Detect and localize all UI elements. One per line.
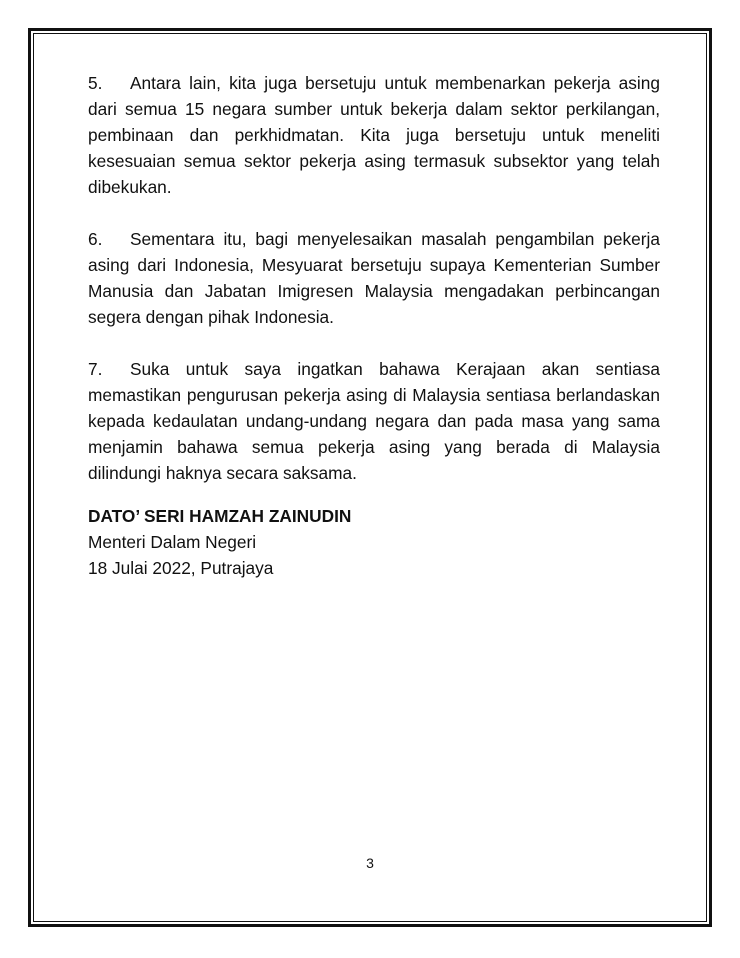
signatory-name: DATO’ SERI HAMZAH ZAINUDIN	[88, 506, 352, 526]
document-body	[88, 70, 660, 512]
paragraph-text: Antara lain, kita juga bersetuju untuk membenarkan pekerja asing dari semua 15 negara sumber untuk bekerja dalam sektor perkilangan, pembinaan dan perkhidmatan. Kita juga bersetuju untuk meneliti kesesuaian semua sektor pekerja asing termasuk subsektor yang telah dibekukan.	[88, 73, 660, 197]
signature-block	[88, 503, 351, 581]
paragraph-text: Suka untuk saya ingatkan bahawa Kerajaan akan sentiasa memastikan pengurusan pekerja asing di Malaysia sentiasa berlandaskan kepada kedaulatan undang-undang negara dan pada masa yang sama menjamin bahawa semua pekerja asing yang berada di Malaysia dilindungi haknya secara saksama.	[88, 359, 660, 483]
paragraph-5	[88, 70, 660, 200]
paragraph-7	[88, 356, 660, 486]
date-place: 18 Julai 2022, Putrajaya	[88, 558, 274, 578]
paragraph-number: 6.	[88, 229, 103, 249]
paragraph-6	[88, 226, 660, 330]
paragraph-text: Sementara itu, bagi menyelesaikan masalah pengambilan pekerja asing dari Indonesia, Mesyuarat bersetuju supaya Kementerian Sumber Manusia dan Jabatan Imigresen Malaysia mengadakan perbincangan segera dengan pihak Indonesia.	[88, 229, 660, 327]
signatory-title: Menteri Dalam Negeri	[88, 532, 257, 552]
paragraph-number: 5.	[88, 73, 103, 93]
page-number: 3	[366, 855, 374, 871]
paragraph-number: 7.	[88, 359, 103, 379]
